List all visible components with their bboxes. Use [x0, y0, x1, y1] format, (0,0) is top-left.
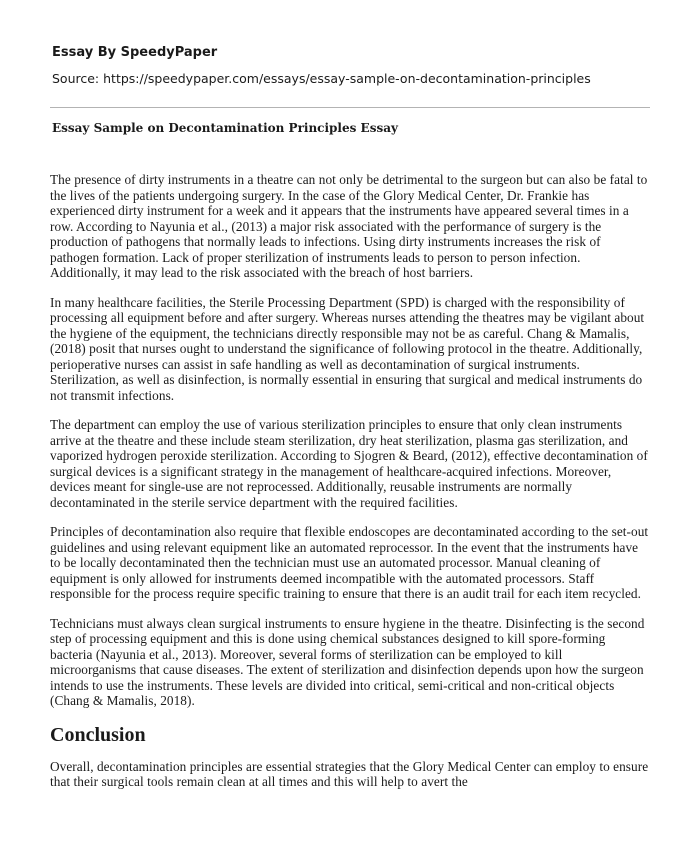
essay-title: Essay Sample on Decontamination Principles Essay: [52, 121, 398, 135]
essay-paragraph-1: The presence of dirty instruments in a theatre can not only be detrimental to the surgeon but can also be fatal to the lives of the patients undergoing surgery. In the case of the Glory Medical Center, Dr. Frankie has experienced dirty instrument for a week and it appears that the instruments have appeared several times in a row. According to Nayunia et al., (2013) a major risk associated with the performance of surgery is the production of pathogens that normally leads to infections. Using dirty instruments increases the risk of pathogen formation. Lack of proper sterilization of instruments leads to person to person infection. Additionally, it may lead to the risk associated with the breach of host barriers.: [50, 172, 648, 280]
essay-paragraph-5: Technicians must always clean surgical instruments to ensure hygiene in the theatre. Disinfecting is the second step of processing equipment and this is done using chemical substances designed to kill spore-forming bacteria (Nayunia et al., 2013). Moreover, several forms of sterilization can be employed to kill microorganisms that cause diseases. The extent of sterilization and disinfection depends upon how the surgeon intends to use the instruments. These levels are divided into critical, semi-critical and non-critical objects (Chang & Mamalis, 2018).: [50, 615, 645, 708]
site-header-title: Essay By SpeedyPaper: [52, 45, 218, 60]
header-divider: [50, 107, 650, 108]
essay-paragraph-2: In many healthcare facilities, the Sterile Processing Department (SPD) is charged with the responsibility of processing all equipment before and after surgery. Whereas nurses attending the theatres may be vigilant about the hygiene of the equipment, the technicians directly responsible may not be as careful. Chang & Mamalis, (2018) posit that nurses ought to understand the significance of following protocol in the theatre. Additionally, perioperative nurses can assist in safe handling as well as decontamination of surgical instruments. Sterilization, as well as disinfection, is normally essential in ensuring that surgical and medical instruments do not transmit infections.: [50, 294, 645, 403]
source-line: Source: https://speedypaper.com/essays/essay-sample-on-decontamination-principles: [52, 71, 591, 86]
essay-body: [50, 172, 650, 804]
essay-paragraph-4: Principles of decontamination also require that flexible endoscopes are decontaminated according to the set-out guidelines and using relevant equipment like an automated reprocessor. In the event that the instruments have to be locally decontaminated then the technician must use an automated processor. Manual cleaning of equipment is only allowed for instruments deemed incompatible with the automated processors. Staff responsible for the process require specific training to ensure that there is an audit trail for each item recycled.: [50, 524, 649, 601]
conclusion-heading: Conclusion: [50, 723, 146, 746]
essay-paragraph-3: The department can employ the use of various sterilization principles to ensure that only clean instruments arrive at the theatre and these include steam sterilization, dry heat sterilization, plasma gas sterilization, and vaporized hydrogen peroxide sterilization. According to Sjogren & Beard, (2012), effective decontamination of surgical devices is a significant strategy in the management of healthcare-acquired infections. Moreover, devices meant for single-use are not reprocessed. Additionally, reusable instruments are normally decontaminated in the sterile service department with the required facilities.: [50, 417, 648, 510]
conclusion-paragraph: Overall, decontamination principles are essential strategies that the Glory Medical Center can employ to ensure that their surgical tools remain clean at all times and this will help to avert the: [50, 758, 649, 789]
